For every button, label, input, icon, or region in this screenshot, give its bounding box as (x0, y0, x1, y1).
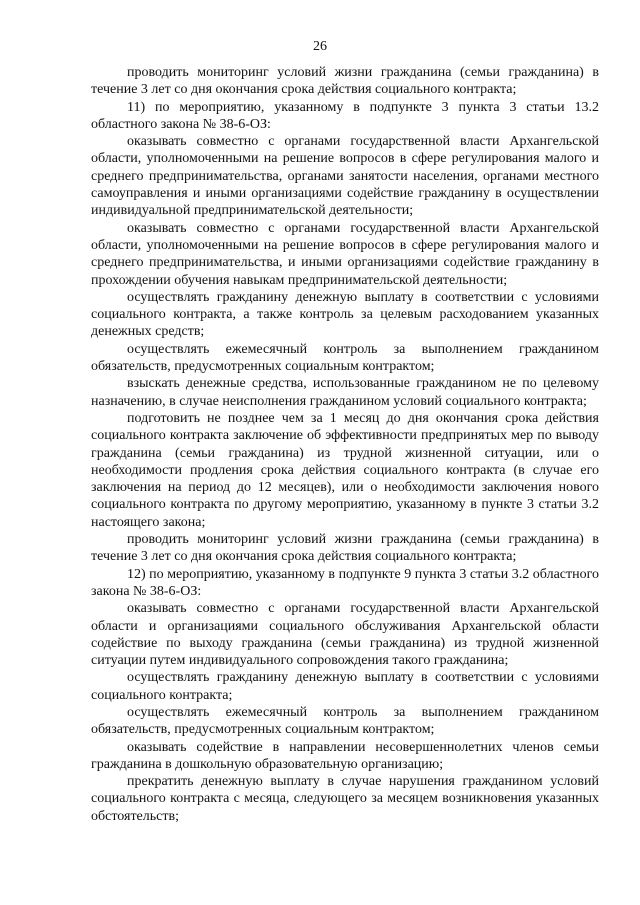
paragraph: проводить мониторинг условий жизни гражданина (семьи гражданина) в течение 3 лет со дня окончания срока действия социального контракта; (91, 65, 599, 98)
paragraph: подготовить не позднее чем за 1 месяц до дня окончания срока действия социального контракта заключение об эффективности предпринятых мер по выводу гражданина (семьи гражданина) из трудной жизненной ситуации, или о необходимости продления срока действия социального контракта (в случае его заключения на период до 12 месяцев), или о необходимости заключения нового социального контракта по другому мероприятию, указанному в пункте 3 статьи 3.2 настоящего закона; (91, 410, 599, 530)
paragraph: взыскать денежные средства, использованные гражданином не по целевому назначению, в случае неисполнения гражданином условий социального контракта; (91, 376, 599, 409)
paragraph: осуществлять гражданину денежную выплату в соответствии с условиями социального контракта; (91, 670, 599, 703)
paragraph: оказывать совместно с органами государственной власти Архангельской области и организациями социального обслуживания Архангельской области содействие по выходу гражданина (семьи гражданина) из трудной жизненной ситуации путем индивидуального сопровождения такого гражданина; (91, 601, 599, 669)
clause-heading: 12) по мероприятию, указанному в подпункте 9 пункта 3 статьи 3.2 областного закона № 38-6-ОЗ: (91, 566, 599, 599)
paragraph: осуществлять гражданину денежную выплату в соответствии с условиями социального контракта, а также контроль за целевым расходованием указанных денежных средств; (91, 289, 599, 340)
page-number: 26 (313, 39, 327, 54)
paragraph: осуществлять ежемесячный контроль за выполнением гражданином обязательств, предусмотренных социальным контрактом; (91, 341, 599, 375)
paragraph: проводить мониторинг условий жизни гражданина (семьи гражданина) в течение 3 лет со дня окончания срока действия социального контракта; (91, 532, 599, 565)
paragraph: осуществлять ежемесячный контроль за выполнением гражданином обязательств, предусмотренных социальным контрактом; (91, 704, 599, 738)
paragraph: оказывать совместно с органами государственной власти Архангельской области, уполномоченными на решение вопросов в сфере регулирования малого и среднего предпринимательства, органами занятости населения, органами местного самоуправления и иными организациями содействие гражданину в осуществлении индивидуальной предпринимательской деятельности; (91, 134, 599, 219)
paragraph: оказывать содействие в направлении несовершеннолетних членов семьи гражданина в дошкольную образовательную организацию; (91, 739, 599, 772)
paragraph: прекратить денежную выплату в случае нарушения гражданином условий социального контракта с месяца, следующего за месяцем возникновения указанных обстоятельств; (91, 774, 599, 824)
clause-heading: 11) по мероприятию, указанному в подпункте 3 пункта 3 статьи 13.2 областного закона № 38-6-ОЗ: (91, 99, 599, 132)
paragraph: оказывать совместно с органами государственной власти Архангельской области, уполномоченными на решение вопросов в сфере регулирования малого и среднего предпринимательства, и иными организациями содействие гражданину в прохождении обучения навыкам предпринимательской деятельности; (91, 220, 599, 288)
page-body (91, 64, 599, 825)
